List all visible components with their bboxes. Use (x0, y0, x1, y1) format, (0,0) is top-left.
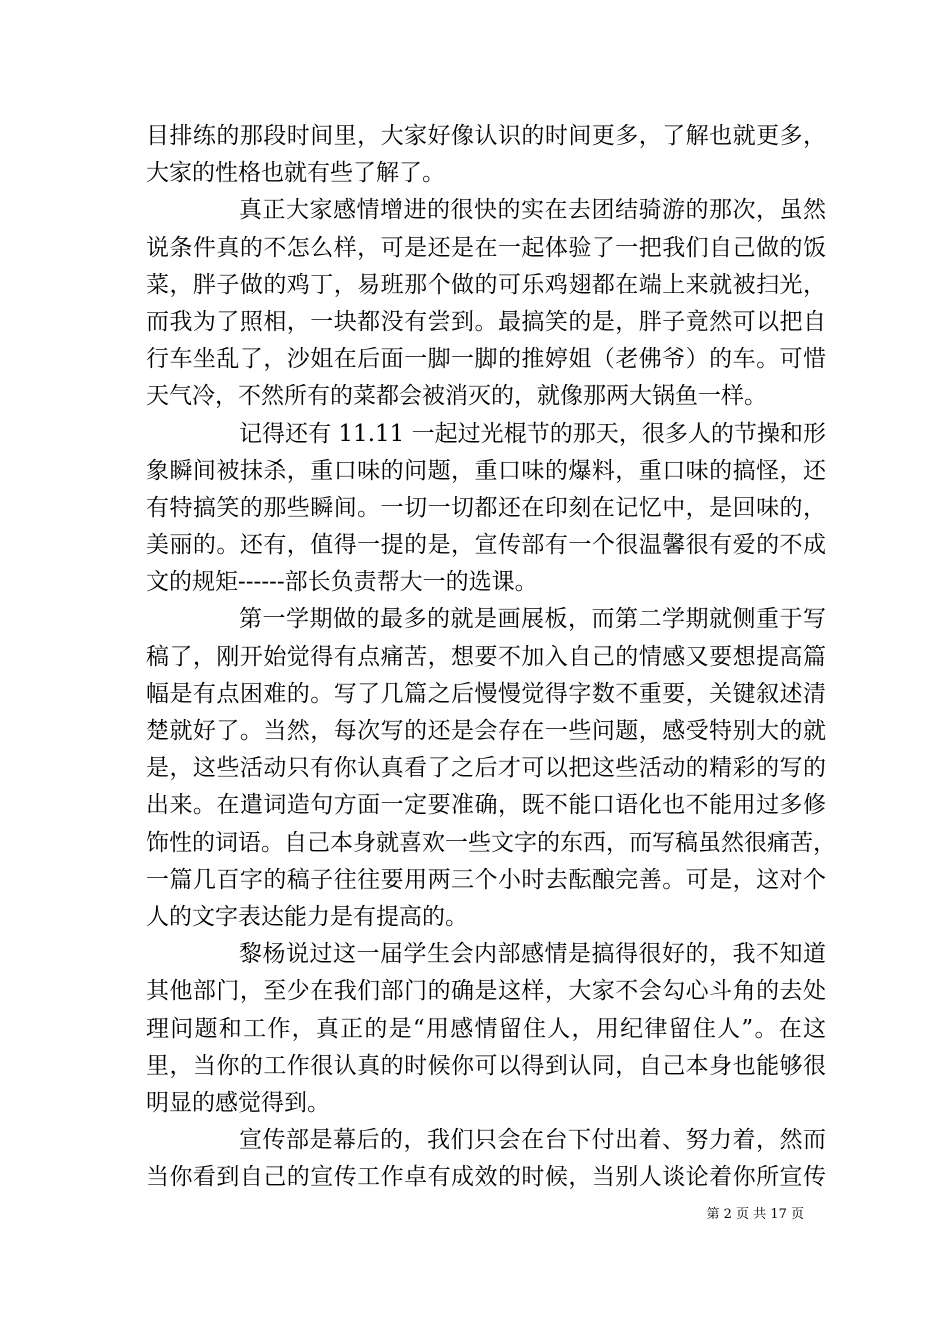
text-line: 其他部门，至少在我们部门的确是这样，大家不会勾心斗角的去处 (146, 978, 826, 1005)
text-line: 幅是有点困难的。写了几篇之后慢慢觉得字数不重要，关键叙述清 (146, 680, 826, 707)
text-line: 象瞬间被抹杀，重口味的问题，重口味的爆料，重口味的搞怪，还 (146, 457, 826, 484)
text-line: 出来。在遣词造句方面一定要准确，既不能口语化也不能用过多修 (146, 792, 826, 819)
text-line: 大家的性格也就有些了解了。 (146, 160, 445, 187)
text-line: 里，当你的工作很认真的时候你可以得到认同，自己本身也能够很 (146, 1052, 826, 1079)
body-text (146, 118, 836, 1196)
text-line: 理问题和工作，真正的是“用感情留住人，用纪律留住人”。在这 (146, 1015, 826, 1042)
text-line: 真正大家感情增进的很快的实在去团结骑游的那次，虽然 (239, 197, 826, 224)
text-line: 稿了，刚开始觉得有点痛苦，想要不加入自己的情感又要想提高篇 (146, 643, 826, 670)
text-line: 当你看到自己的宣传工作卓有成效的时候，当别人谈论着你所宣传 (146, 1164, 826, 1191)
text-line: 宣传部是幕后的，我们只会在台下付出着、努力着，然而 (239, 1127, 826, 1154)
text-line: 美丽的。还有，值得一提的是，宣传部有一个很温馨很有爱的不成 (146, 532, 826, 559)
text-line: 说条件真的不怎么样，可是还是在一起体验了一把我们自己做的饭 (146, 234, 826, 261)
text-line: 一篇几百字的稿子往往要用两三个小时去酝酿完善。可是，这对个 (146, 866, 826, 893)
text-line: 第一学期做的最多的就是画展板，而第二学期就侧重于写 (239, 606, 826, 633)
text-line: 楚就好了。当然，每次写的还是会存在一些问题，感受特别大的就 (146, 718, 826, 744)
text-line: 人的文字表达能力是有提高的。 (146, 903, 468, 930)
text-line: 菜，胖子做的鸡丁，易班那个做的可乐鸡翅都在端上来就被扫光， (146, 271, 826, 298)
page-number: 第 2 页 共 17 页 (706, 1207, 804, 1222)
text-line: 饰性的词语。自己本身就喜欢一些文字的东西，而写稿虽然很痛苦， (146, 829, 836, 856)
text-line: 是，这些活动只有你认真看了之后才可以把这些活动的精彩的写的 (146, 755, 826, 782)
text-line: 目排练的那段时间里，大家好像认识的时间更多，了解也就更多， (146, 123, 826, 149)
text-line: 记得还有 11.11 一起过光棍节的那天，很多人的节操和形 (239, 420, 826, 447)
text-line: 黎杨说过这一届学生会内部感情是搞得很好的，我不知道 (239, 941, 826, 968)
text-line: 天气冷，不然所有的菜都会被消灭的，就像那两大锅鱼一样。 (146, 383, 767, 410)
text-line: 而我为了照相，一块都没有尝到。最搞笑的是，胖子竟然可以把自 (146, 308, 826, 335)
text-line: 明显的感觉得到。 (146, 1089, 330, 1116)
text-line: 行车坐乱了，沙姐在后面一脚一脚的推婷姐（老佛爷）的车。可惜 (146, 346, 826, 373)
text-line: 有特搞笑的那些瞬间。一切一切都还在印刻在记忆中，是回味的， (146, 494, 826, 521)
text-line: 文的规矩------部长负责帮大一的选课。 (146, 569, 538, 596)
